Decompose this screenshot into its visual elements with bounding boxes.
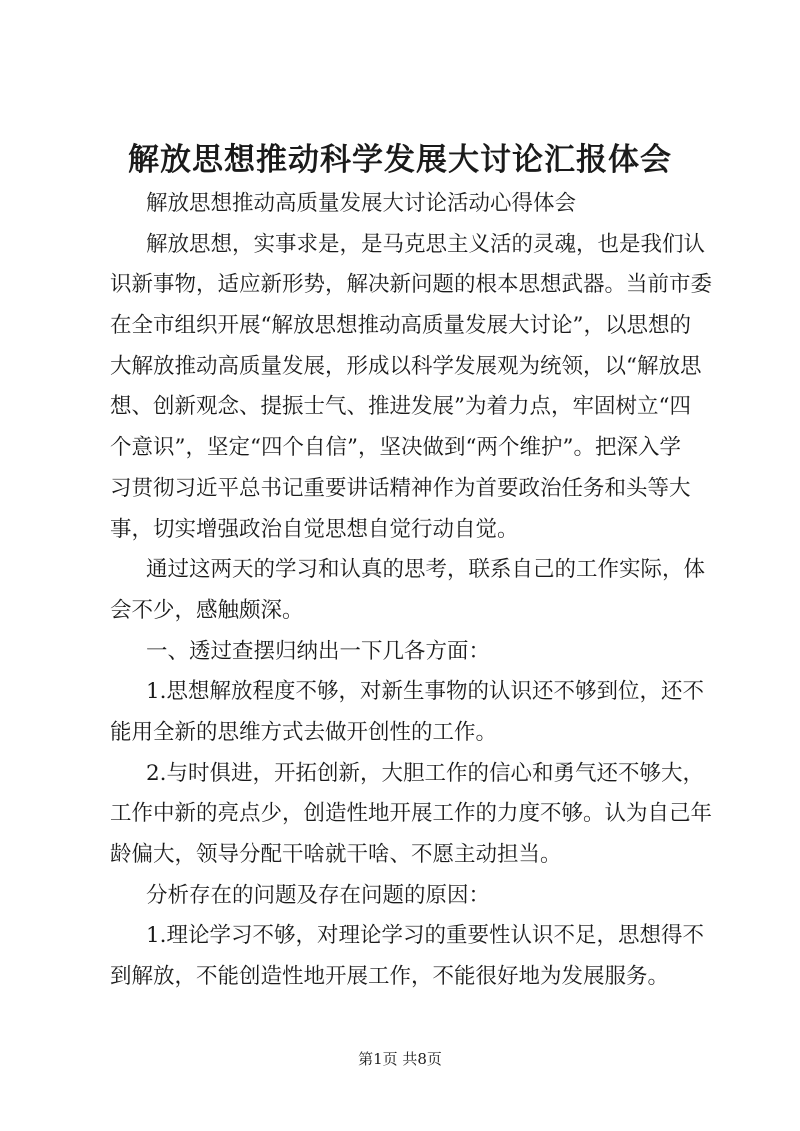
body-line: 事，切实增强政治自觉思想自觉行动自觉。 xyxy=(110,516,519,542)
body-line: 习贯彻习近平总书记重要讲话精神作为首要政治任务和头等大 xyxy=(110,475,691,501)
body-line: 2.与时俱进，开拓创新，大胆工作的信心和勇气还不够大， xyxy=(146,760,705,786)
body-line: 解放思想，实事求是，是马克思主义活的灵魂，也是我们认 xyxy=(146,231,706,257)
body-line: 个意识”，坚定“四个自信”，坚决做到“两个维护”。把深入学 xyxy=(110,435,681,461)
body-line: 能用全新的思维方式去做开创性的工作。 xyxy=(110,719,498,745)
page-footer: 第1页 共8页 xyxy=(358,1050,442,1068)
body-line: 1.理论学习不够，对理论学习的重要性认识不足，思想得不 xyxy=(146,923,705,949)
body-line: 会不少，感触颇深。 xyxy=(110,597,304,623)
body-line: 一、透过查摆归纳出一下几各方面： xyxy=(146,638,491,664)
body-line: 分析存在的问题及存在问题的原因： xyxy=(146,882,491,908)
body-line: 到解放，不能创造性地开展工作，不能很好地为发展服务。 xyxy=(110,964,670,990)
body-line: 想、创新观念、提振士气、推进发展”为着力点，牢固树立“四 xyxy=(110,394,691,420)
body-line: 工作中新的亮点少，创造性地开展工作的力度不够。认为自己年 xyxy=(110,801,713,827)
body-line: 1.思想解放程度不够，对新生事物的认识还不够到位，还不 xyxy=(146,679,705,705)
body-line: 龄偏大，领导分配干啥就干啥、不愿主动担当。 xyxy=(110,842,562,867)
document-title: 解放思想推动科学发展大讨论汇报体会 xyxy=(128,142,672,178)
body-line: 在全市组织开展“解放思想推动高质量发展大讨论”，以思想的 xyxy=(110,313,691,339)
body-line: 解放思想推动高质量发展大讨论活动心得体会 xyxy=(146,191,577,216)
body-line: 大解放推动高质量发展，形成以科学发展观为统领，以“解放思 xyxy=(110,353,702,379)
body-line: 识新事物，适应新形势，解决新问题的根本思想武器。当前市委 xyxy=(110,272,713,298)
body-line: 通过这两天的学习和认真的思考，联系自己的工作实际，体 xyxy=(146,557,706,583)
document-body xyxy=(110,184,713,998)
